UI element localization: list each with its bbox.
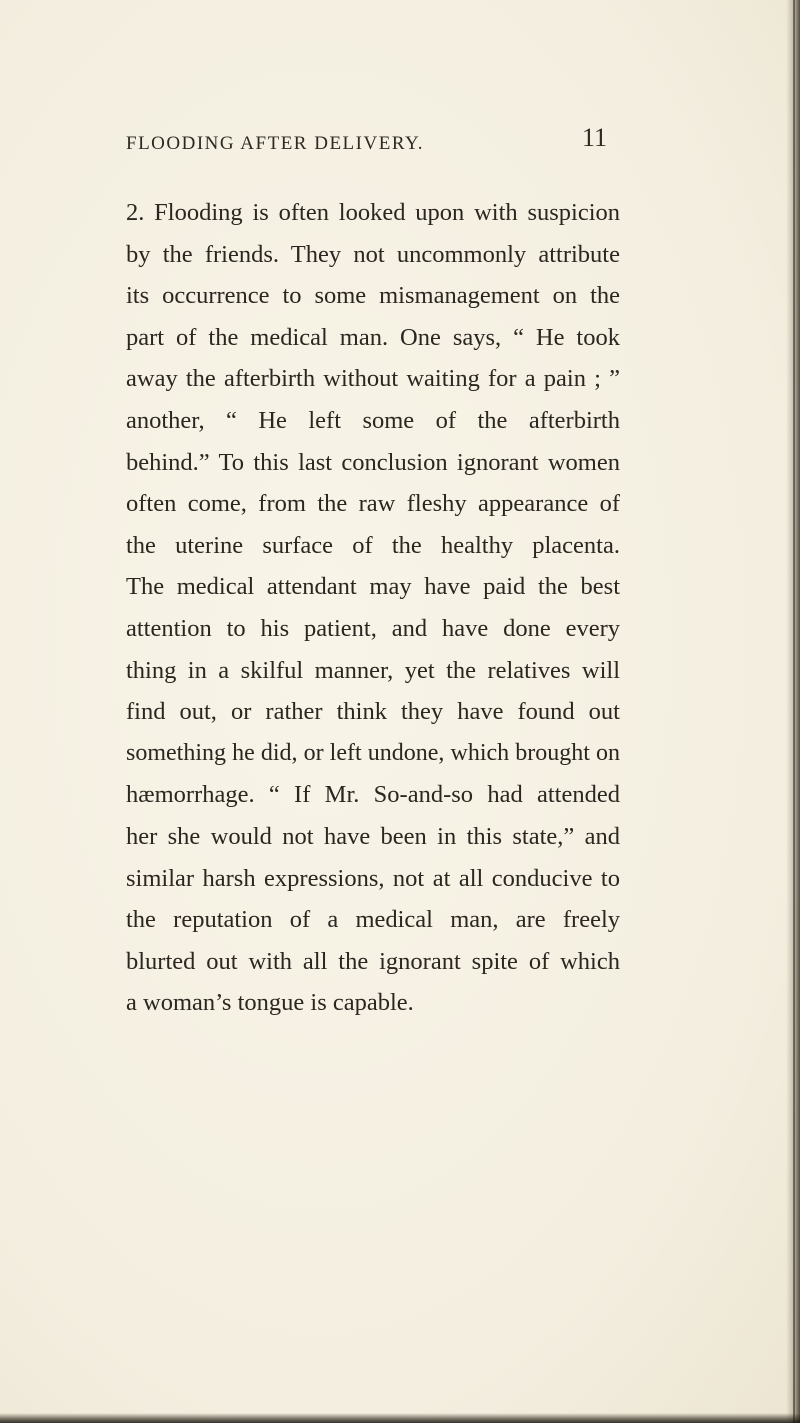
text-line: The medical attendant may have paid the best	[126, 573, 620, 601]
page-bottom-edge	[0, 1413, 800, 1423]
text-line: its occurrence to some mismanagement on the	[126, 282, 620, 310]
paragraph	[126, 192, 620, 1024]
running-head	[126, 123, 626, 161]
text-line: often come, from the raw fleshy appearance of	[126, 490, 620, 518]
text-line: find out, or rather think they have found out	[126, 698, 620, 726]
text-line: another, “ He left some of the afterbirth	[126, 406, 620, 434]
text-line: a woman’s tongue is capable.	[126, 989, 414, 1017]
text-line: behind.” To this last conclusion ignorant women	[126, 448, 620, 476]
running-title: FLOODING AFTER DELIVERY.	[126, 133, 424, 154]
text-line: attention to his patient, and have done every	[126, 614, 620, 642]
page-edge-line	[793, 0, 795, 1423]
text-line: blurted out with all the ignorant spite of which	[126, 947, 620, 975]
text-line: 2. Flooding is often looked upon with suspicion	[126, 199, 620, 226]
text-line: similar harsh expressions, not at all conducive to	[126, 864, 620, 892]
text-line: hæmorrhage. “ If Mr. So-and-so had attended	[126, 781, 620, 809]
text-line: the uterine surface of the healthy placenta.	[126, 531, 620, 559]
text-line: away the afterbirth without waiting for a pain ; ”	[126, 365, 620, 393]
text-line: part of the medical man. One says, “ He took	[126, 323, 620, 351]
text-line: the reputation of a medical man, are freely	[126, 906, 620, 934]
text-line: her she would not have been in this state,” and	[126, 822, 620, 850]
text-line: something he did, or left undone, which brought on	[126, 739, 620, 766]
page-number: 11	[582, 123, 608, 152]
text-line: by the friends. They not uncommonly attribute	[126, 240, 620, 268]
text-line: thing in a skilful manner, yet the relatives will	[126, 656, 620, 684]
